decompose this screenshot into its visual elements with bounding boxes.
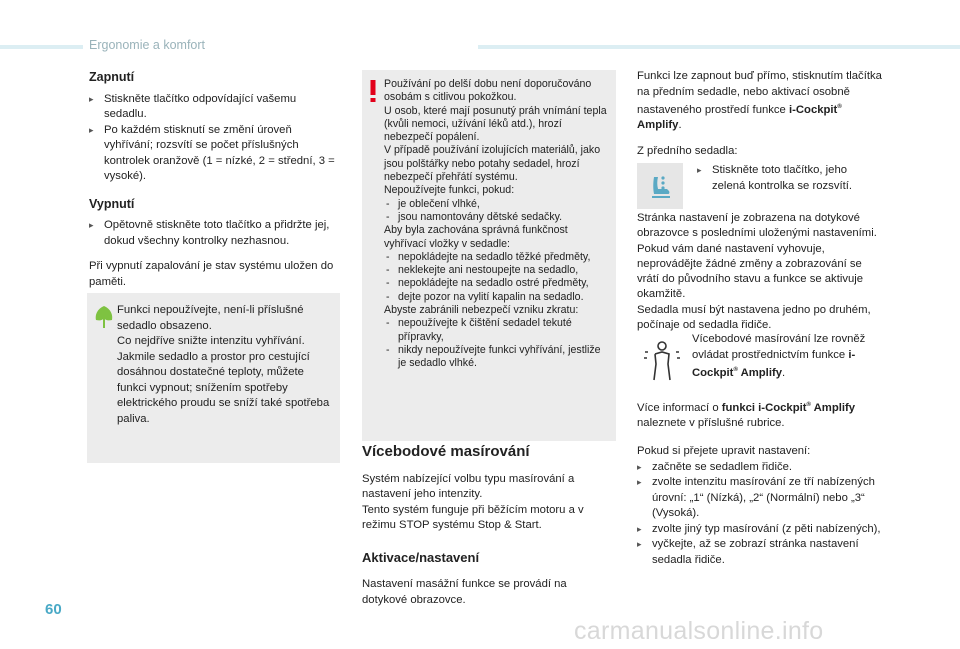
seat-bullet [697,163,877,194]
middle-column [362,444,612,608]
page-number: 60 [45,601,62,618]
aktivace-text: Nastavení masážní funkce se provádí na dotykové obrazovce. [362,578,567,606]
right-paragraph-1: Funkci lze zapnout buď přímo, stisknutím tlačítka na předním sedadle, nebo aktivací osobně nastaveného prostředí funkce i-Cockpit® Amplify. [637,70,882,132]
list-item: - jsou namontovány dětské sedačky. [384,211,610,224]
warning-end: Abyste zabránili nebezpečí vzniku zkratu: [384,304,579,317]
list-item: ▸ vyčkejte, až se zobrazí stránka nastavení sedadla řidiče. [637,537,882,568]
list-item: - nepoužívejte k čištění sedadel tekuté přípravky, [384,317,610,344]
list-item: - je oblečení vlhké, [384,198,610,211]
list-item: ▸ Stiskněte toto tlačítko, jeho zelená kontrolka se rozsvítí. [697,163,877,194]
warning-box [362,70,616,441]
eco-info-box [87,293,340,463]
list-item: ▸ zvolte intenzitu masírování ze tří nabízených úrovní: „1“ (Nízká), „2“ (Normální) nebo „3“ (Vysoká). [637,475,882,522]
warning-text [384,78,610,371]
section-title-zapnuti: Zapnutí [89,70,135,84]
list-item: ▸ Opětovně stiskněte toto tlačítko a přidržte jej, dokud všechny kontrolky nezhasnou. [89,218,339,249]
list-item: ▸ Po každém stisknutí se změní úroveň vyhřívání; rozsvítí se počet příslušných kontrolek oranžově (1 = nízké, 2 = střední, 3 = vysoké). [89,123,339,185]
massage-seat-button [637,163,683,209]
right-paragraph-6: Pokud si přejete upravit nastavení: [637,445,811,457]
right-paragraph-3: Stránka nastavení je zobrazena na dotykové obrazovce s posledními uloženými nastaveními. Pokud vám dané nastavení vyhovuje, neprovádějte žádné změny a zobrazování se vrátí do původního stavu a funkce se aktivuje okamžitě. Sedadla musí být nastavena jedno po druhém, počínaje od sedadla řidiče. [637,212,877,332]
list-item: - nikdy nepoužívejte funkci vyhřívání, jestliže je sedadlo vlhké. [384,344,610,371]
header-rule-left [0,45,83,49]
right-paragraph-5: Více informací o funkci i-Cockpit® Amplify naleznete v příslušné rubrice. [637,401,856,430]
header-rule-right [478,45,960,49]
chapter-title: Ergonomie a komfort [89,38,206,52]
left-column [89,70,339,290]
right-column [637,69,882,159]
list-item: ▸ zvolte jiný typ masírování (z pěti nabízených), [637,522,882,538]
massage-seat-icon [637,163,683,209]
warning-list-3 [384,317,610,370]
right-paragraph-2: Z předního sedadla: [637,144,738,157]
section-title-aktivace: Aktivace/nastavení [362,549,480,565]
right-settings [637,444,882,568]
vypnuti-note: Při vypnutí zapalování je stav systému uložen do paměti. [89,260,334,288]
zapnuti-list [89,92,339,185]
list-item: - dejte pozor na vylití kapalin na sedadlo. [384,291,610,304]
list-item: ▸ Stiskněte tlačítko odpovídající vašemu sedadlu. [89,92,339,123]
warning-mid: Aby byla zachována správná funkčnost vyhřívací vložky v sedadle: [384,224,568,250]
warning-list-1 [384,198,610,225]
leaf-icon [94,305,114,329]
list-item: - nepokládejte na sedadlo ostré předměty, [384,277,610,290]
vypnuti-list [89,218,339,249]
masirovani-text: Systém nabízející volbu typu masírování a nastavení jeho intenzity. Tento systém funguje při běžícím motoru a v režimu STOP systému Stop & Start. [362,472,584,531]
settings-list [637,460,882,569]
watermark: carmanualsonline.info [574,617,824,645]
eco-text: Funkci nepoužívejte, není-li příslušné sedadlo obsazeno. Co nejdříve snižte intenzitu vyhřívání. Jakmile sedadlo a prostor pro cestující dosáhnou dostatečné teploty, můžete funkci vypnout; snížením spotřeby elektrického proudu se sníží také spotřeba paliva. [117,304,330,425]
right-paragraph-4: Vícebodové masírování lze rovněž ovládat prostřednictvím funkce i-Cockpit® Amplify. [692,333,866,379]
list-item: - nepokládejte na sedadlo těžké předměty, [384,251,610,264]
warning-list-2 [384,251,610,304]
list-item: ▸ začněte se sedadlem řidiče. [637,460,882,476]
section-title-masirovani: Vícebodové masírování [362,443,530,460]
exclamation-icon [368,79,378,103]
section-title-vypnuti: Vypnutí [89,196,135,211]
person-icon [642,340,682,382]
warning-intro: Používání po delší dobu není doporučováno osobám s citlivou pokožkou. U osob, které mají posunutý práh vnímání tepla (kvůli nemoci, užívání léků atd.), hrozí nebezpečí popálení. V případě používání izolujících materiálů, jako jsou polštářky nebo potahy sedadel, hrozí nebezpečí přehřátí systému. Nepoužívejte funkci, pokud: [384,78,607,197]
list-item: - neklekejte ani nestoupejte na sedadlo, [384,264,610,277]
